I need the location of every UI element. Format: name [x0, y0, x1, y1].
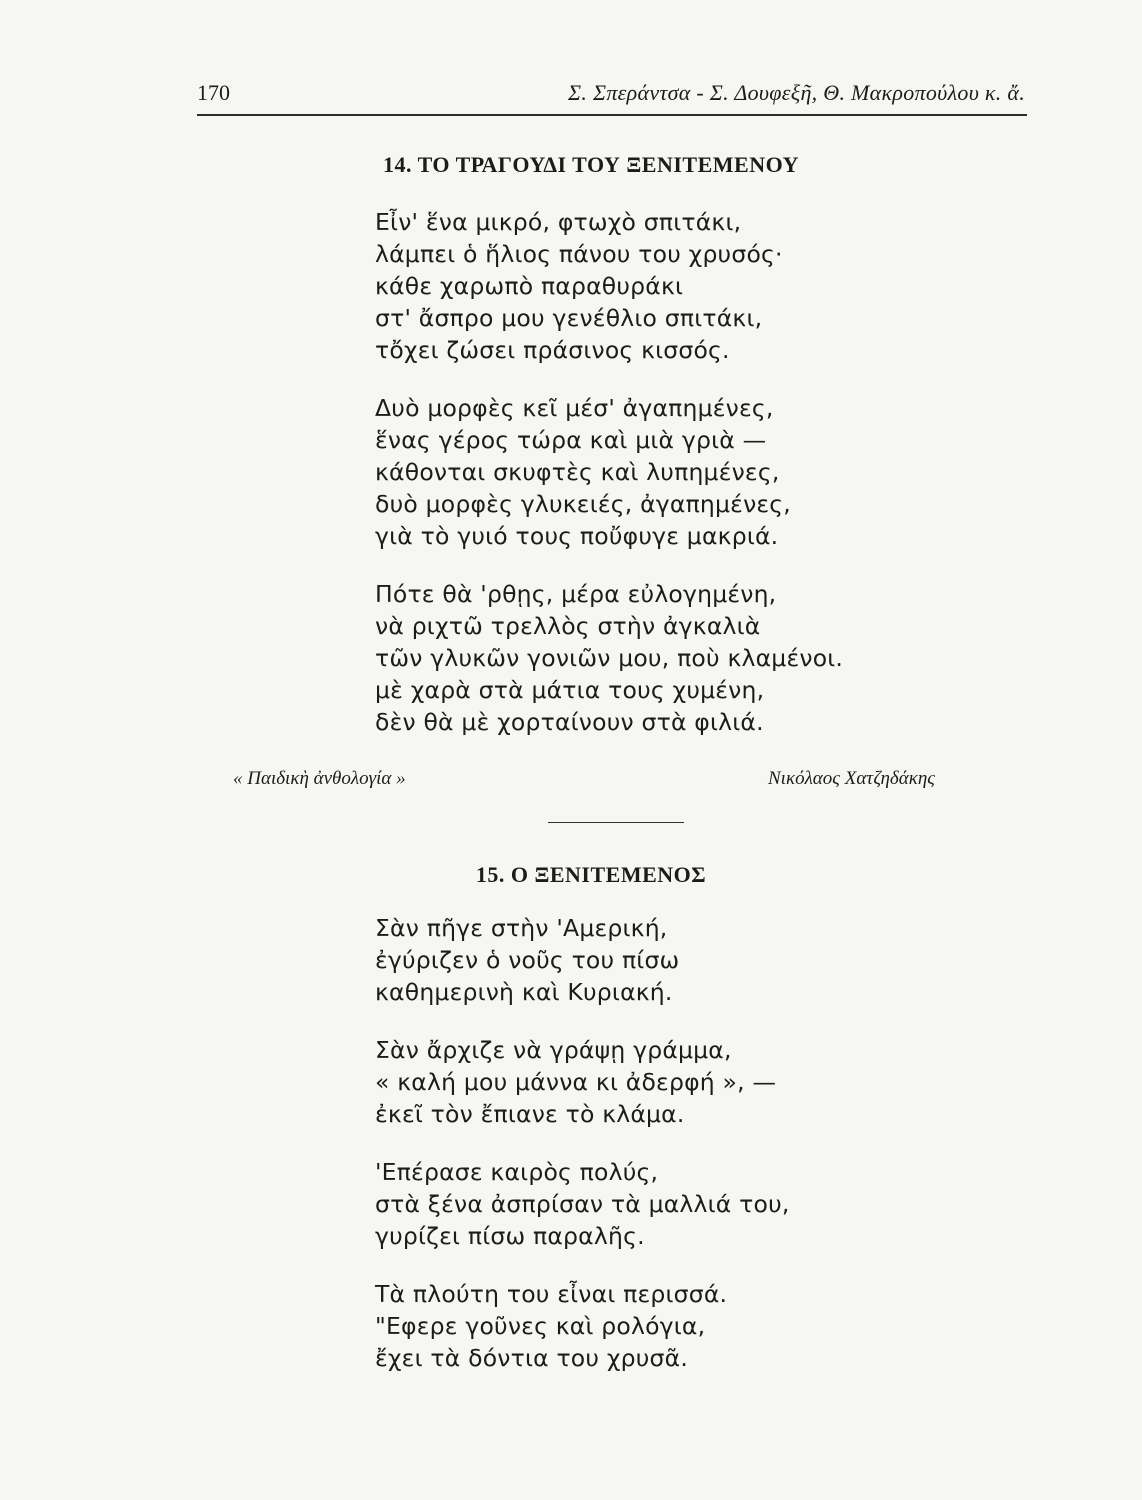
poem-line: καθημερινὴ καὶ Κυριακή.	[375, 978, 673, 1006]
poem-line: μὲ χαρὰ στὰ μάτια τους χυμένη,	[375, 676, 765, 704]
poem-line: δὲν θὰ μὲ χορταίνουν στὰ φιλιά.	[375, 708, 764, 736]
poem-title: 15. Ο ΞΕΝΙΤΕΜΕΝΟΣ	[475, 862, 707, 887]
section-divider	[548, 822, 684, 823]
poem-line: ἐγύριζεν ὁ νοῦς του πίσω	[375, 946, 680, 974]
poem-line: "Εφερε γοῦνες καὶ ρολόγια,	[375, 1312, 706, 1340]
poem-line: « καλή μου μάννα κι ἀδερφή », —	[375, 1068, 777, 1096]
poem-author: Νικόλαος Χατζηδάκης	[768, 768, 935, 789]
stanza-gap	[375, 1252, 790, 1278]
poem-line: Τὰ πλούτη του εἶναι περισσά.	[375, 1280, 728, 1308]
poem-line: νὰ ριχτῶ τρελλὸς στὴν ἀγκαλιὰ	[375, 612, 761, 640]
poem-title: 14. ΤΟ ΤΡΑΓΟΥΔΙ ΤΟΥ ΞΕΝΙΤΕΜΕΝΟΥ	[382, 152, 800, 177]
stanza-gap	[375, 1130, 790, 1156]
stanza-gap	[375, 366, 843, 392]
page-header	[197, 78, 1027, 116]
poem-line: ἕνας γέρος τώρα καὶ μιὰ γριὰ —	[375, 426, 767, 454]
poem-line: Πότε θὰ 'ρθῃς, μέρα εὐλογημένη,	[375, 580, 777, 608]
poem-line: τὄχει ζώσει πράσινος κισσός.	[375, 336, 730, 364]
poem-body	[375, 912, 790, 1374]
poem-line: γυρίζει πίσω παραλῆς.	[375, 1222, 645, 1250]
poem-line: κάθονται σκυφτὲς καὶ λυπημένες,	[375, 458, 780, 486]
stanza-gap	[375, 552, 843, 578]
poem-line: Εἶν' ἕνα μικρό, φτωχὸ σπιτάκι,	[375, 208, 742, 236]
poem-line: δυὸ μορφὲς γλυκειές, ἀγαπημένες,	[375, 490, 791, 518]
poem-line: Δυὸ μορφὲς κεῖ μέσ' ἀγαπημένες,	[375, 394, 774, 422]
poem-line: 'Επέρασε καιρὸς πολύς,	[375, 1158, 659, 1186]
poem-line: στ' ἄσπρο μου γενέθλιο σπιτάκι,	[375, 304, 763, 332]
poem-line: κάθε χαρωπὸ παραθυράκι	[375, 272, 684, 300]
poem-line: γιὰ τὸ γυιό τους ποὔφυγε μακριά.	[375, 522, 779, 550]
running-title: Σ. Σπεράντσα - Σ. Δουφεξῆ, Θ. Μακροπούλου κ. ἄ.	[568, 80, 1025, 105]
poem-source: « Παιδικὴ ἀνθολογία »	[233, 768, 406, 789]
stanza-gap	[375, 1008, 790, 1034]
poem-line: τῶν γλυκῶν γονιῶν μου, ποὺ κλαμένοι.	[375, 644, 844, 672]
poem-line: στὰ ξένα ἀσπρίσαν τὰ μαλλιά του,	[375, 1190, 790, 1218]
poem-line: ἐκεῖ τὸν ἔπιανε τὸ κλάμα.	[375, 1100, 685, 1128]
poem-line: ἔχει τὰ δόντια του χρυσᾶ.	[375, 1344, 688, 1372]
poem-line: Σὰν ἄρχιζε νὰ γράψῃ γράμμα,	[375, 1036, 732, 1064]
page-number: 170	[197, 80, 230, 105]
poem-body	[375, 206, 843, 738]
poem-line: λάμπει ὁ ἥλιος πάνου του χρυσός·	[375, 240, 783, 268]
poem-line: Σὰν πῆγε στὴν 'Αμερική,	[375, 914, 668, 942]
